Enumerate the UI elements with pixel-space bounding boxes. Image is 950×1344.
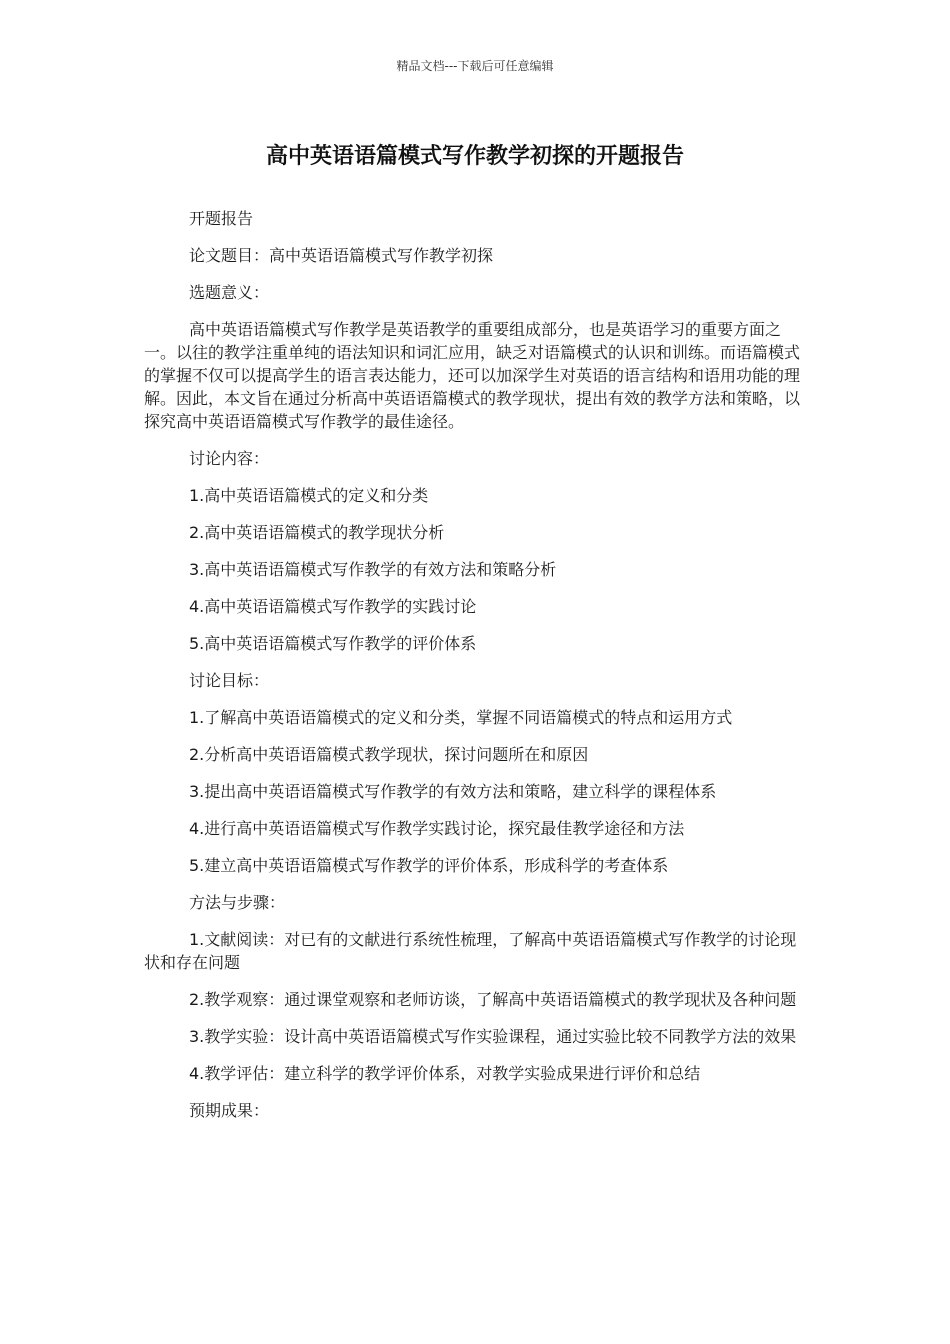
goal-item: 5.建立高中英语语篇模式写作教学的评价体系，形成科学的考查体系	[189, 856, 669, 875]
document-title: 高中英语语篇模式写作教学初探的开题报告	[265, 144, 684, 169]
section-heading-methods: 方法与步骤：	[189, 893, 286, 912]
content-item: 1.高中英语语篇模式的定义和分类	[189, 486, 429, 505]
goal-item: 4.进行高中英语语篇模式写作教学实践讨论，探究最佳教学途径和方法	[189, 819, 685, 838]
goal-item: 1.了解高中英语语篇模式的定义和分类，掌握不同语篇模式的特点和运用方式	[189, 708, 733, 727]
method-item: 1.文献阅读：对已有的文献进行系统性梳理，了解高中英语语篇模式写作教学的讨论现状和存在问题	[144, 930, 797, 972]
method-item: 4.教学评估：建立科学的教学评价体系，对教学实验成果进行评价和总结	[189, 1064, 701, 1083]
significance-paragraph: 高中英语语篇模式写作教学是英语教学的重要组成部分，也是英语学习的重要方面之一。以往的教学注重单纯的语法知识和词汇应用，缺乏对语篇模式的认识和训练。而语篇模式的掌握不仅可以提高学生的语言表达能力，还可以加深学生对英语的语言结构和语用功能的理解。因此，本文旨在通过分析高中英语语篇模式的教学现状，提出有效的教学方法和策略，以探究高中英语语篇模式写作教学的最佳途径。	[144, 320, 801, 431]
content-item: 5.高中英语语篇模式写作教学的评价体系	[189, 634, 477, 653]
document-body	[144, 207, 806, 1136]
method-item: 2.教学观察：通过课堂观察和老师访谈，了解高中英语语篇模式的教学现状及各种问题	[189, 990, 797, 1009]
goal-item: 3.提出高中英语语篇模式写作教学的有效方法和策略，建立科学的课程体系	[189, 782, 717, 801]
header-note: 精品文档---下载后可任意编辑	[396, 59, 554, 73]
method-item: 3.教学实验：设计高中英语语篇模式写作实验课程，通过实验比较不同教学方法的效果	[189, 1027, 797, 1046]
goal-item: 2.分析高中英语语篇模式教学现状，探讨问题所在和原因	[189, 745, 589, 764]
section-heading-goals: 讨论目标：	[189, 671, 270, 690]
content-item: 3.高中英语语篇模式写作教学的有效方法和策略分析	[189, 560, 557, 579]
section-label-report: 开题报告	[189, 209, 254, 228]
content-item: 2.高中英语语篇模式的教学现状分析	[189, 523, 445, 542]
section-heading-significance: 选题意义：	[189, 283, 270, 302]
section-heading-content: 讨论内容：	[189, 449, 270, 468]
section-heading-outcomes: 预期成果：	[189, 1101, 270, 1120]
thesis-topic: 论文题目：高中英语语篇模式写作教学初探	[189, 246, 494, 265]
content-item: 4.高中英语语篇模式写作教学的实践讨论	[189, 597, 477, 616]
